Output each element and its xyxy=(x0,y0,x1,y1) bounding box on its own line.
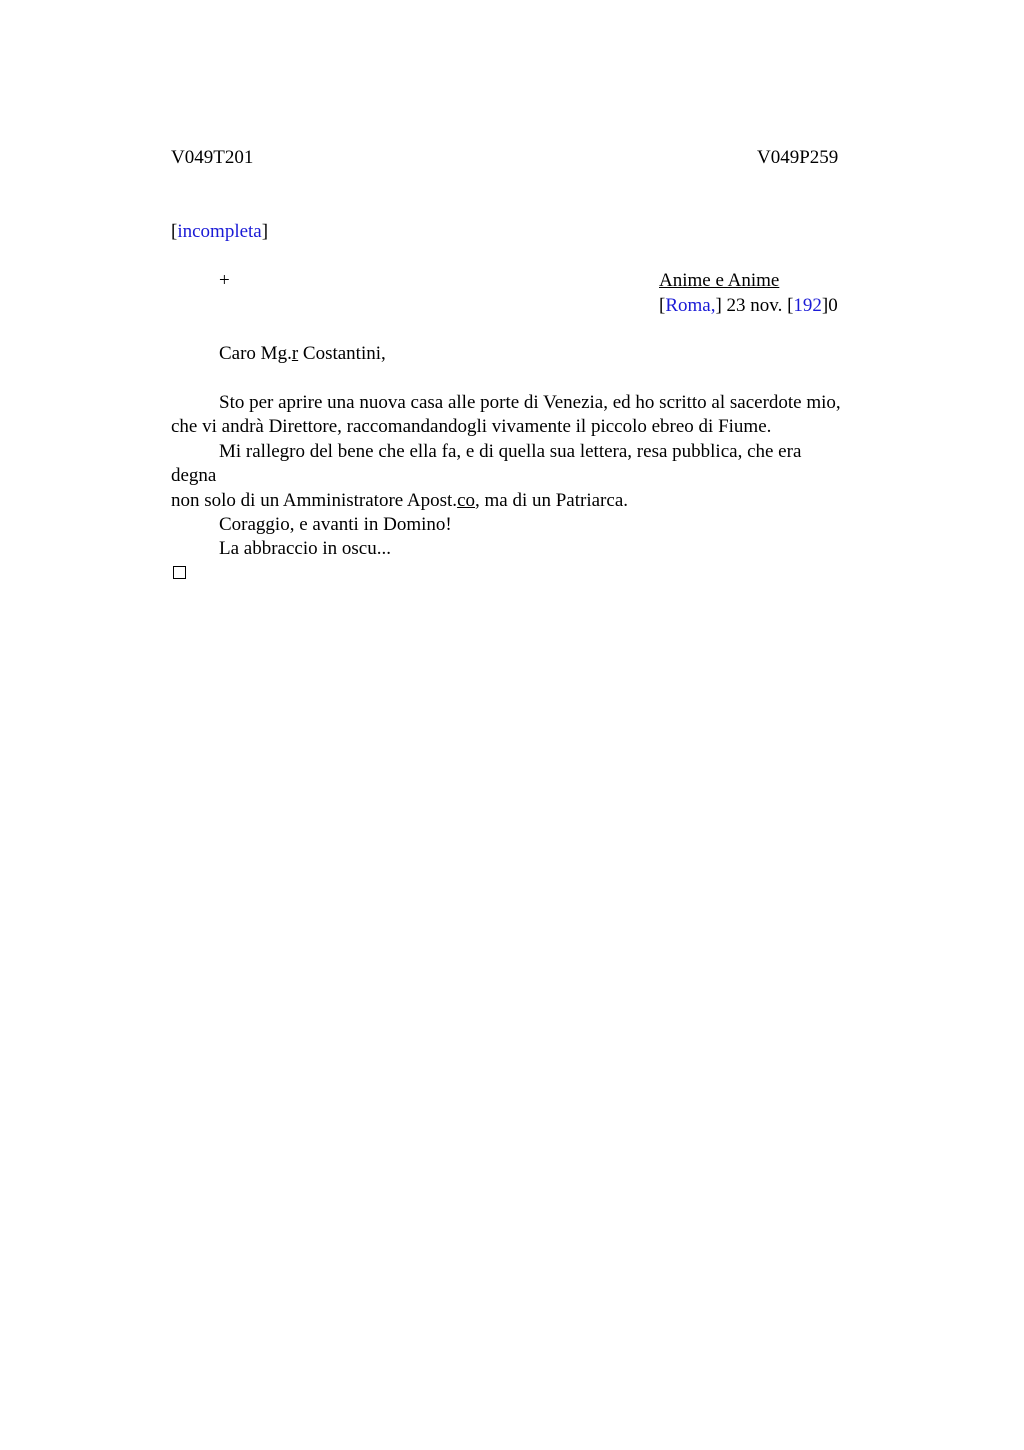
salutation-name: Costantini, xyxy=(298,343,386,364)
body-line-5-start: non solo di un Amministratore Apost. xyxy=(171,490,458,511)
bracket-open: [ xyxy=(171,221,178,242)
document-code-left: V049T201 xyxy=(171,147,254,168)
body-line-4: degna xyxy=(171,465,217,486)
body-line-3: Mi rallegro del bene che ella fa, e di quella sua lettera, resa pubblica, che era xyxy=(219,441,802,462)
cross-mark: + xyxy=(219,270,230,291)
dateline-bracket-open: [ xyxy=(659,295,666,316)
dateline-year-supplied: 192 xyxy=(793,295,822,316)
dateline-bracket-close: ] xyxy=(715,295,722,316)
body-line-6: Coraggio, e avanti in Domino! xyxy=(219,514,452,535)
motto: Anime e Anime xyxy=(659,270,780,291)
salutation xyxy=(219,342,386,366)
body-line-2: che vi andrà Direttore, raccomandandogli vivamente il piccolo ebreo di Fiume. xyxy=(171,416,772,437)
body-line-5-end: , ma di un Patriarca. xyxy=(475,490,629,511)
dateline-year-bracket-open: [ xyxy=(787,295,794,316)
dateline-year-bracket-close: ] xyxy=(821,295,829,316)
document-code-right: V049P259 xyxy=(757,147,839,168)
end-box-icon xyxy=(173,566,186,579)
body-line-5 xyxy=(171,489,628,513)
body-line-7: La abbraccio in oscu... xyxy=(219,538,391,559)
bracket-close: ] xyxy=(261,221,269,242)
dateline-place: Roma, xyxy=(665,295,716,316)
dateline-year-end: 0 xyxy=(828,295,838,316)
dateline-date: 23 nov. xyxy=(721,295,788,316)
body-line-1: Sto per aprire una nuova casa alle porte di Venezia, ed ho scritto al sacerdote mio, xyxy=(219,392,841,413)
salutation-start: Caro Mg. xyxy=(219,343,292,364)
status-note xyxy=(171,220,268,244)
status-label: incompleta xyxy=(177,221,262,242)
dateline xyxy=(659,294,838,318)
salutation-abbreviation: r xyxy=(291,343,299,364)
body-line-5-abbreviation: co xyxy=(457,490,475,511)
